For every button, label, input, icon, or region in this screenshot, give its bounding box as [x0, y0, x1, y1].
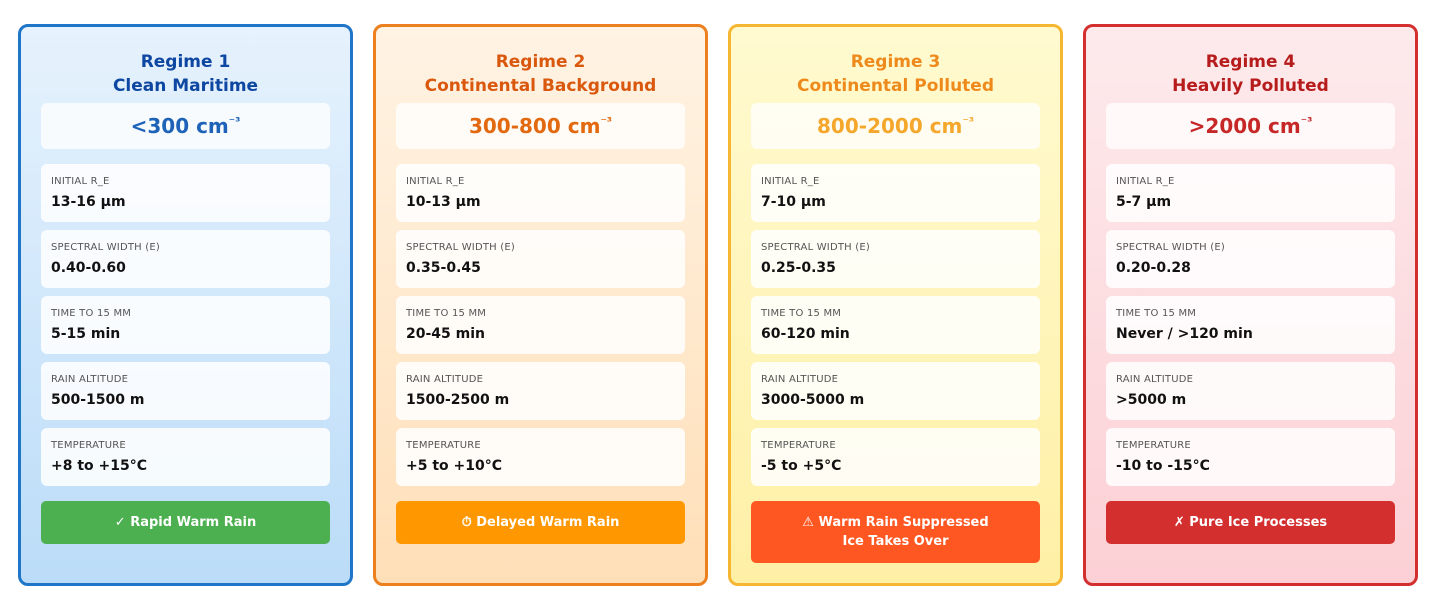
concentration-unit-exponent: ⁻³ — [1300, 114, 1313, 129]
regime-card-4 — [1083, 24, 1418, 586]
metric-value: +8 to +15°C — [51, 458, 148, 474]
metric-initial-re — [396, 164, 685, 222]
regime-number: Regime 1 — [140, 52, 231, 72]
metric-label: SPECTRAL WIDTH (Ε) — [406, 242, 515, 253]
metric-value: Never / >120 min — [1116, 326, 1253, 342]
metric-spectral-width — [751, 230, 1040, 288]
regime-name: Clean Maritime — [112, 76, 259, 96]
regime-title — [21, 50, 350, 98]
regime-number: Regime 4 — [1205, 52, 1296, 72]
metric-label: RAIN ALTITUDE — [406, 374, 484, 385]
metric-label: INITIAL R_E — [406, 176, 465, 187]
concentration-value: >2000 cm — [1188, 114, 1301, 138]
metric-time-to-15mm — [41, 296, 330, 354]
metric-temperature — [41, 428, 330, 486]
metric-label: TEMPERATURE — [761, 440, 836, 451]
concentration-range — [41, 103, 330, 149]
metric-temperature — [396, 428, 685, 486]
outcome-text: ⏱ Delayed Warm Rain — [461, 515, 620, 530]
outcome-badge — [751, 501, 1040, 563]
metric-label: TIME TO 15 MM — [761, 308, 842, 319]
metric-value: 0.40-0.60 — [51, 260, 126, 276]
metric-value: 5-15 min — [51, 326, 121, 342]
regime-title — [1086, 50, 1415, 98]
metric-value: 20-45 min — [406, 326, 486, 342]
metric-value: 13-16 µm — [51, 194, 126, 210]
regime-card-1 — [18, 24, 353, 586]
concentration-range — [1106, 103, 1395, 149]
metric-value: >5000 m — [1116, 392, 1187, 408]
outcome-text: ✗ Pure Ice Processes — [1173, 515, 1328, 530]
concentration-unit-exponent: ⁻³ — [962, 114, 974, 129]
metric-value: 3000-5000 m — [761, 392, 865, 408]
regime-title — [376, 50, 705, 98]
metric-label: TIME TO 15 MM — [51, 308, 132, 319]
outcome-text: ⚠ Warm Rain Suppressed — [802, 515, 989, 530]
outcome-subtext: Ice Takes Over — [842, 534, 949, 549]
regime-comparison — [18, 24, 1418, 586]
metric-label: RAIN ALTITUDE — [1116, 374, 1194, 385]
metric-label: TIME TO 15 MM — [406, 308, 487, 319]
metric-rain-altitude — [751, 362, 1040, 420]
regime-name: Continental Background — [424, 76, 657, 96]
metric-label: INITIAL R_E — [1116, 176, 1175, 187]
regime-name: Heavily Polluted — [1172, 76, 1329, 96]
concentration-range — [396, 103, 685, 149]
concentration-value: 300-800 cm — [468, 114, 601, 138]
metric-time-to-15mm — [1106, 296, 1395, 354]
metric-rain-altitude — [396, 362, 685, 420]
regime-number: Regime 2 — [495, 52, 586, 72]
metric-label: SPECTRAL WIDTH (Ε) — [1116, 242, 1225, 253]
concentration-unit-exponent: ⁻³ — [600, 114, 613, 129]
metric-rain-altitude — [41, 362, 330, 420]
concentration-value: <300 cm — [130, 114, 229, 138]
metric-time-to-15mm — [751, 296, 1040, 354]
metric-spectral-width — [41, 230, 330, 288]
metric-value: -5 to +5°C — [761, 458, 842, 474]
concentration-range — [751, 103, 1040, 149]
outcome-badge — [1106, 501, 1395, 544]
regime-card-3 — [728, 24, 1063, 586]
metric-label: RAIN ALTITUDE — [761, 374, 839, 385]
regime-number: Regime 3 — [850, 52, 941, 72]
metric-initial-re — [751, 164, 1040, 222]
metric-initial-re — [41, 164, 330, 222]
metric-value: 0.35-0.45 — [406, 260, 481, 276]
metric-rain-altitude — [1106, 362, 1395, 420]
regime-title — [731, 50, 1060, 98]
metric-value: 0.20-0.28 — [1116, 260, 1191, 276]
metric-value: 5-7 µm — [1116, 194, 1172, 210]
metric-value: 1500-2500 m — [406, 392, 510, 408]
metric-label: RAIN ALTITUDE — [51, 374, 129, 385]
outcome-badge — [396, 501, 685, 544]
metric-spectral-width — [1106, 230, 1395, 288]
regime-card-2 — [373, 24, 708, 586]
concentration-value: 800-2000 cm — [817, 114, 963, 138]
outcome-text: ✓ Rapid Warm Rain — [114, 515, 257, 530]
concentration-unit-exponent: ⁻³ — [228, 114, 241, 129]
metric-value: 10-13 µm — [406, 194, 481, 210]
metric-label: TIME TO 15 MM — [1116, 308, 1197, 319]
metric-label: TEMPERATURE — [1116, 440, 1191, 451]
outcome-badge — [41, 501, 330, 544]
metric-value: 0.25-0.35 — [761, 260, 836, 276]
regime-name: Continental Polluted — [796, 76, 994, 96]
metric-label: SPECTRAL WIDTH (Ε) — [51, 242, 160, 253]
metric-label: SPECTRAL WIDTH (Ε) — [761, 242, 870, 253]
metric-label: TEMPERATURE — [51, 440, 126, 451]
metric-time-to-15mm — [396, 296, 685, 354]
metric-temperature — [751, 428, 1040, 486]
metric-initial-re — [1106, 164, 1395, 222]
metric-spectral-width — [396, 230, 685, 288]
metric-value: +5 to +10°C — [406, 458, 503, 474]
metric-label: TEMPERATURE — [406, 440, 481, 451]
metric-value: -10 to -15°C — [1116, 458, 1210, 474]
metric-value: 7-10 µm — [761, 194, 826, 210]
metric-label: INITIAL R_E — [51, 176, 110, 187]
metric-label: INITIAL R_E — [761, 176, 820, 187]
metric-value: 500-1500 m — [51, 392, 145, 408]
metric-temperature — [1106, 428, 1395, 486]
metric-value: 60-120 min — [761, 326, 850, 342]
